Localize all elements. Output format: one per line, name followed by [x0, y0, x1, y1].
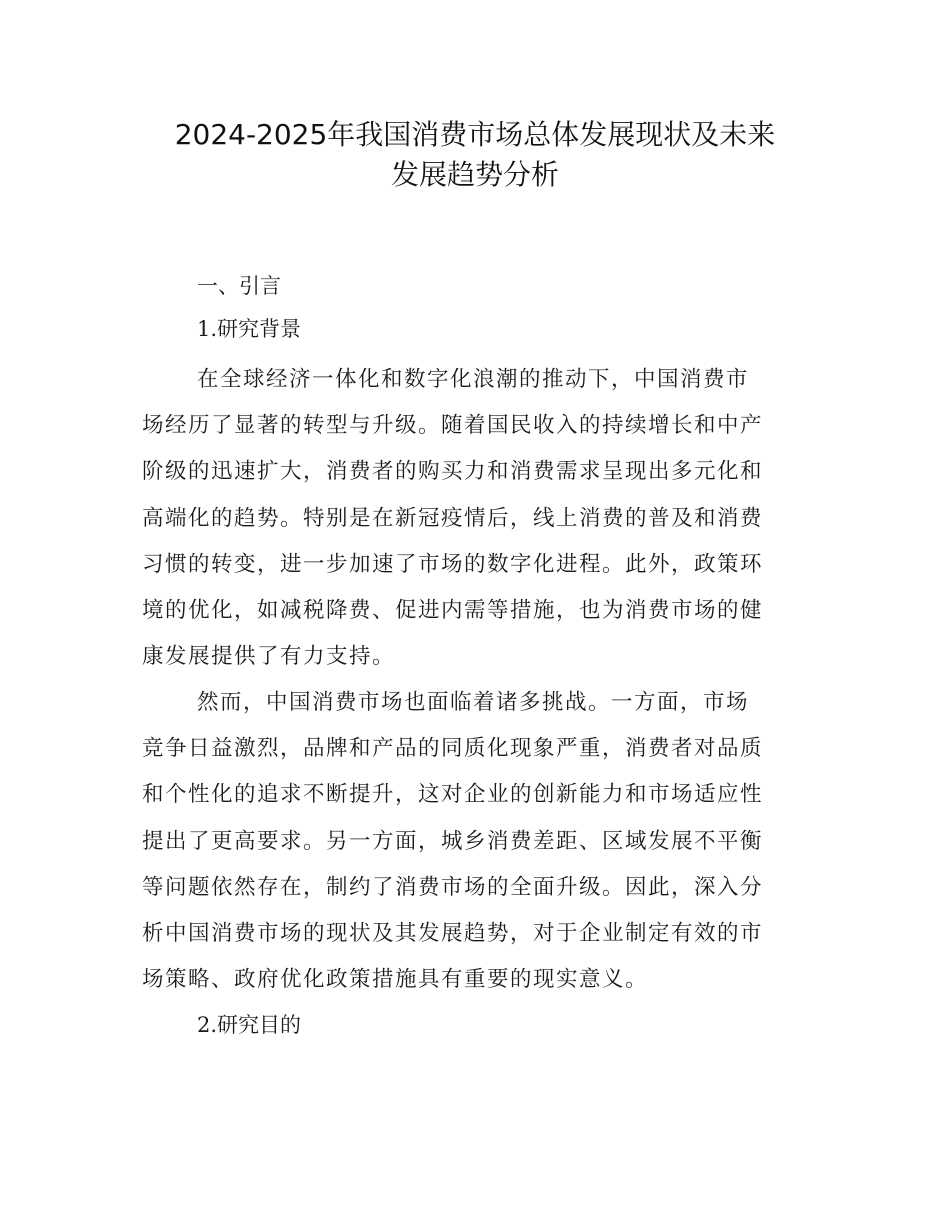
- paragraph-line: 和个性化的追求不断提升，这对企业的创新能力和市场适应性: [142, 782, 764, 808]
- paragraph-line: 等问题依然存在，制约了消费市场的全面升级。因此，深入分: [142, 874, 764, 900]
- paragraph-research-background: [142, 357, 812, 680]
- paragraph-line: 习惯的转变，进一步加速了市场的数字化进程。此外，政策环: [142, 551, 764, 577]
- paragraph-line: 场策略、政府优化政策措施具有重要的现实意义。: [142, 967, 649, 993]
- paragraph-line: 竞争日益激烈，品牌和产品的同质化现象严重，消费者对品质: [142, 736, 764, 762]
- paragraph-line: 析中国消费市场的现状及其发展趋势，对于企业制定有效的市: [142, 920, 764, 946]
- paragraph-line: 然而，中国消费市场也面临着诸多挑战。一方面，市场: [197, 690, 750, 715]
- paragraph-line: 阶级的迅速扩大，消费者的购买力和消费需求呈现出多元化和: [142, 459, 764, 485]
- section-heading-introduction: 一、引言: [197, 274, 281, 298]
- paragraph-market-challenges: [142, 680, 812, 1003]
- paragraph-line: 康发展提供了有力支持。: [142, 644, 396, 670]
- document-title-line-2: 发展趋势分析: [390, 158, 559, 191]
- paragraph-line: 在全球经济一体化和数字化浪潮的推动下，中国消费市: [197, 367, 750, 392]
- paragraph-line: 提出了更高要求。另一方面，城乡消费差距、区域发展不平衡: [142, 828, 764, 854]
- paragraph-line: 场经历了显著的转型与升级。随着国民收入的持续增长和中产: [142, 413, 764, 439]
- subsection-heading-research-purpose: 2.研究目的: [197, 1013, 302, 1037]
- subsection-heading-research-background: 1.研究背景: [197, 317, 302, 341]
- document-title-line-1: 2024-2025年我国消费市场总体发展现状及未来: [174, 118, 776, 151]
- paragraph-line: 高端化的趋势。特别是在新冠疫情后，线上消费的普及和消费: [142, 505, 764, 531]
- paragraph-line: 境的优化，如减税降费、促进内需等措施，也为消费市场的健: [142, 597, 764, 623]
